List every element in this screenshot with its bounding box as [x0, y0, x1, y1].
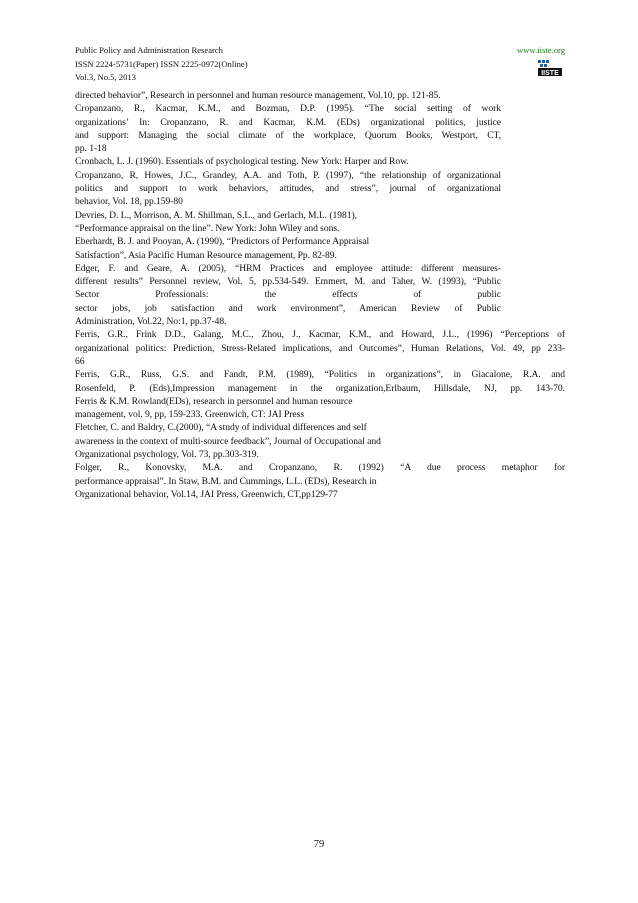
iiste-logo-icon [537, 57, 563, 79]
page-number: 79 [313, 839, 325, 850]
reference-line: directed behavior”, Research in personnel and human resource management, Vol.10, pp. 121-85. [75, 90, 441, 101]
reference-line: sector jobs, job satisfaction and work environment”, American Review of Public [75, 302, 501, 314]
reference-line: organizations’ In: Cropanzano, R. and Kacmar, K.M. (EDs) organizational politics, justice [75, 116, 501, 128]
reference-line: and support: Managing the social climate of the workplace, Quorum Books, Westport, CT, [75, 129, 501, 141]
journal-title: Public Policy and Administration Research [75, 45, 223, 55]
references-body [75, 89, 565, 501]
issn-line: ISSN 2224-5731(Paper) ISSN 2225-0972(Online) [75, 58, 248, 69]
reference-line: Satisfaction”, Asia Pacific Human Resource management, Pp. 82-89. [75, 249, 337, 261]
reference-line: politics and support to work behaviors, attitudes, and stress”, journal of organizational [75, 183, 501, 195]
reference-line: management, vol. 9, pp, 159-233. Greenwich, CT: JAI Press [75, 409, 305, 421]
reference-line: Folger, R., Konovsky, M.A. and Cropanzano, R. (1992) “A due process metaphor for [75, 462, 565, 474]
reference-line: 66 [75, 355, 85, 367]
volume-line: Vol.3, No.5, 2013 [75, 72, 136, 83]
reference-line: “Performance appraisal on the line”. New York: John Wiley and sons. [75, 222, 340, 234]
reference-line: performance appraisal”. In Staw, B.M. and Cummings, L.L. (EDs), Research in [75, 475, 377, 487]
reference-line: Devries, D. L., Morrison, A. M. Shillman, S.L., and Gerlach, M.L. (1981), [75, 209, 357, 221]
reference-line: Administration, Vol.22, No:1, pp.37-48. [75, 316, 227, 328]
page-header [75, 44, 565, 88]
reference-line: Ferris, G.R., Russ, G.S. and Fandt, P.M. (1989), “Politics in organizations”, in Giacalone, R.A. and [75, 369, 565, 381]
reference-line: Ferris & K.M. Rowland(EDs), research in personnel and human resource [75, 395, 353, 407]
reference-line: Sector Professionals: the effects of public [75, 289, 501, 301]
journal-info [75, 44, 565, 85]
journal-url-link[interactable]: www.iiste.org [517, 45, 565, 55]
reference-line: pp. 1-18 [75, 143, 107, 155]
reference-line: Eberhardt, B. J. and Pooyan, A. (1990), “Predictors of Performance Appraisal [75, 236, 370, 248]
reference-line: awareness in the context of multi-source feedback”, Journal of Occupational and [75, 435, 381, 447]
reference-line: Fletcher, C. and Baldry, C.(2000), “A study of individual differences and self [75, 422, 367, 434]
reference-line: Organizational behavior, Vol.14, JAI Press, Greenwich, CT,pp129-77 [75, 488, 338, 500]
svg-text:IISTE: IISTE [541, 70, 559, 77]
reference-line: different results” Personnel review, Vol. 5, pp.534-549. Emmert, M. and Taher, W. (1993), “Public [75, 276, 501, 288]
reference-line: organizational politics: Prediction, Stress-Related implications, and Outcomes”, Human Relations, Vol. 49, pp 233- [75, 342, 565, 354]
reference-line: Cropanzano, R, Howes, J.C., Grandey, A.A. and Toth, P. (1997), “the relationship of organizational [75, 169, 501, 181]
reference-line: Cropanzano, R., Kacmar, K.M., and Bozman, D.P. (1995). “The social setting of work [75, 103, 501, 115]
reference-line: Organizational psychology, Vol. 73, pp.303-319. [75, 449, 259, 461]
reference-line: behavior, Vol. 18, pp.159-80 [75, 196, 183, 208]
reference-line: Cronbach, L. J. (1960). Essentials of psychological testing. New York: Harper and Row. [75, 156, 409, 168]
reference-line: Rosenfeld, P. (Eds),Impression management in the organization,Erlbaum, Hillsdale, NJ, pp. 143-70. [75, 382, 565, 394]
reference-line: Edger, F. and Geare, A. (2005), “HRM Practices and employee attitude: different measures- [75, 262, 501, 274]
reference-line: Ferris, G.R., Frink D.D., Galang, M.C., Zhou, J., Kacmar, K.M., and Howard, J.L., (1996) “Perceptions of [75, 329, 565, 341]
